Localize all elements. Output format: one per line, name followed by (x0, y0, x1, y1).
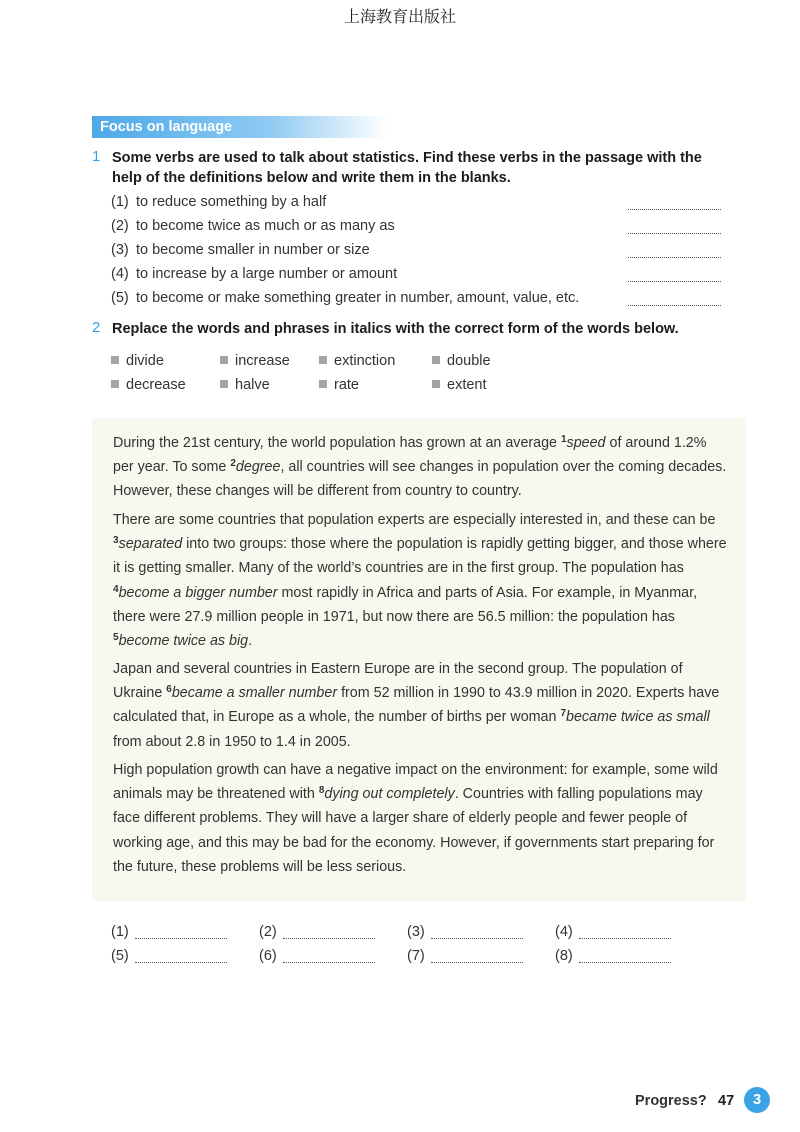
definition-item (111, 264, 721, 284)
unit-badge: 3 (744, 1087, 770, 1113)
footer-section-label: Progress? (635, 1093, 707, 1109)
definition-number: (4) (111, 266, 129, 282)
answer-blank[interactable] (628, 232, 721, 234)
passage-paragraph: There are some countries that population experts are especially interested in, and these can be $^3$separated into two groups: those where the population is rapidly getting bigger, and those where it is getting smaller. Many of the world’s countries are in the first group. The population has $^4$become a bigger number most rapidly in Africa and parts of Asia. For example, in Myanmar, there were 27.9 million people in 1971, but now there are 56.5 million: the population has $^5$become twice as big. (113, 512, 727, 650)
definition-text: to become or make something greater in number, amount, value, etc. (136, 290, 580, 306)
square-bullet-icon (220, 356, 228, 364)
definition-number: (3) (111, 242, 129, 258)
answer-number: (4) (555, 924, 573, 940)
exercise-text: Replace the words and phrases in italics with the correct form of the words below. (112, 321, 679, 337)
answer-slot[interactable] (407, 946, 527, 966)
square-bullet-icon (220, 380, 228, 388)
answer-blank[interactable] (628, 304, 721, 306)
answer-number: (6) (259, 948, 277, 964)
answer-line[interactable] (431, 962, 523, 963)
answer-number: (7) (407, 948, 425, 964)
definition-item (111, 288, 721, 308)
word-box-item: extent (432, 375, 487, 395)
answer-line[interactable] (135, 962, 227, 963)
answer-slot[interactable] (407, 922, 527, 942)
definition-text: to reduce something by a half (136, 194, 327, 210)
square-bullet-icon (432, 380, 440, 388)
answer-blank[interactable] (628, 208, 721, 210)
passage-paragraph: Japan and several countries in Eastern Europe are in the second group. The population of Ukraine $^6$became a smaller number from 52 million in 1990 to 43.9 million in 2020. Experts have calculated that, in Europe as a whole, the number of births per woman $^7$became twice as small from about 2.8 in 1950 to 1.4 in 2005. (113, 661, 720, 750)
word-box-item: double (432, 351, 491, 371)
exercise-number: 1 (92, 148, 101, 165)
answer-line[interactable] (135, 938, 227, 939)
italic-phrase: become a bigger number (118, 584, 278, 601)
italic-phrase: became twice as small (566, 709, 710, 726)
answer-number: (2) (259, 924, 277, 940)
answer-number: (3) (407, 924, 425, 940)
exercise-1-instruction (92, 148, 732, 188)
square-bullet-icon (111, 380, 119, 388)
word-box-item: halve (220, 375, 270, 395)
italic-phrase: degree (235, 459, 281, 476)
answer-line[interactable] (579, 938, 671, 939)
answer-line[interactable] (579, 962, 671, 963)
definition-item (111, 216, 721, 236)
answer-line[interactable] (431, 938, 523, 939)
answer-number: (5) (111, 948, 129, 964)
answer-blank[interactable] (628, 256, 721, 258)
answer-number: (1) (111, 924, 129, 940)
definition-item (111, 240, 721, 260)
definition-number: (1) (111, 194, 129, 210)
passage-paragraph: High population growth can have a negative impact on the environment: for example, some wild animals may be threatened with $^8$dying out completely. Countries with falling populations may face different problems. They will have a larger share of elderly people and fewer people of working age, and this may be bad for the economy. However, if governments start preparing for the future, these problems will be less serious. (113, 762, 718, 875)
answer-line[interactable] (283, 938, 375, 939)
definition-text: to become smaller in number or size (136, 242, 370, 258)
square-bullet-icon (111, 356, 119, 364)
italic-phrase: become twice as big (118, 633, 249, 650)
exercise-text: Some verbs are used to talk about statistics. Find these verbs in the passage with the help of the definitions below and write them in the blanks. (112, 150, 702, 186)
answer-slot[interactable] (555, 946, 675, 966)
answer-number: (8) (555, 948, 573, 964)
italic-phrase: became a smaller number (171, 685, 338, 702)
answer-slot[interactable] (259, 922, 379, 942)
answer-slot[interactable] (111, 946, 231, 966)
word-box-item: decrease (111, 375, 186, 395)
definition-text: to become twice as much or as many as (136, 218, 395, 234)
square-bullet-icon (319, 356, 327, 364)
definition-number: (2) (111, 218, 129, 234)
publisher-name: 上海教育出版社 (343, 7, 456, 26)
definition-number: (5) (111, 290, 129, 306)
italic-phrase: separated (118, 536, 183, 553)
answer-slot[interactable] (555, 922, 675, 942)
word-box-item: rate (319, 375, 359, 395)
answer-line[interactable] (283, 962, 375, 963)
answer-slot[interactable] (111, 922, 231, 942)
definition-item (111, 192, 721, 212)
answer-blank[interactable] (628, 280, 721, 282)
answer-slot[interactable] (259, 946, 379, 966)
exercise-2-instruction (92, 319, 752, 339)
italic-phrase: speed (566, 435, 606, 451)
word-box-item: divide (111, 351, 164, 371)
definition-text: to increase by a large number or amount (136, 266, 398, 282)
passage-paragraph: During the 21st century, the world population has grown at an average $^1$speed of around 1.2% per year. To some $^2$degree, all countries will see changes in population over the coming decades. However, these changes will be different from country to country. (113, 434, 727, 500)
page-number: 47 (718, 1093, 735, 1109)
word-box-item: increase (220, 351, 290, 371)
word-box-item: extinction (319, 351, 395, 371)
square-bullet-icon (432, 356, 440, 364)
exercise-number: 2 (92, 319, 101, 336)
italic-phrase: dying out completely (324, 786, 455, 803)
square-bullet-icon (319, 380, 327, 388)
section-header: Focus on language (92, 116, 388, 138)
